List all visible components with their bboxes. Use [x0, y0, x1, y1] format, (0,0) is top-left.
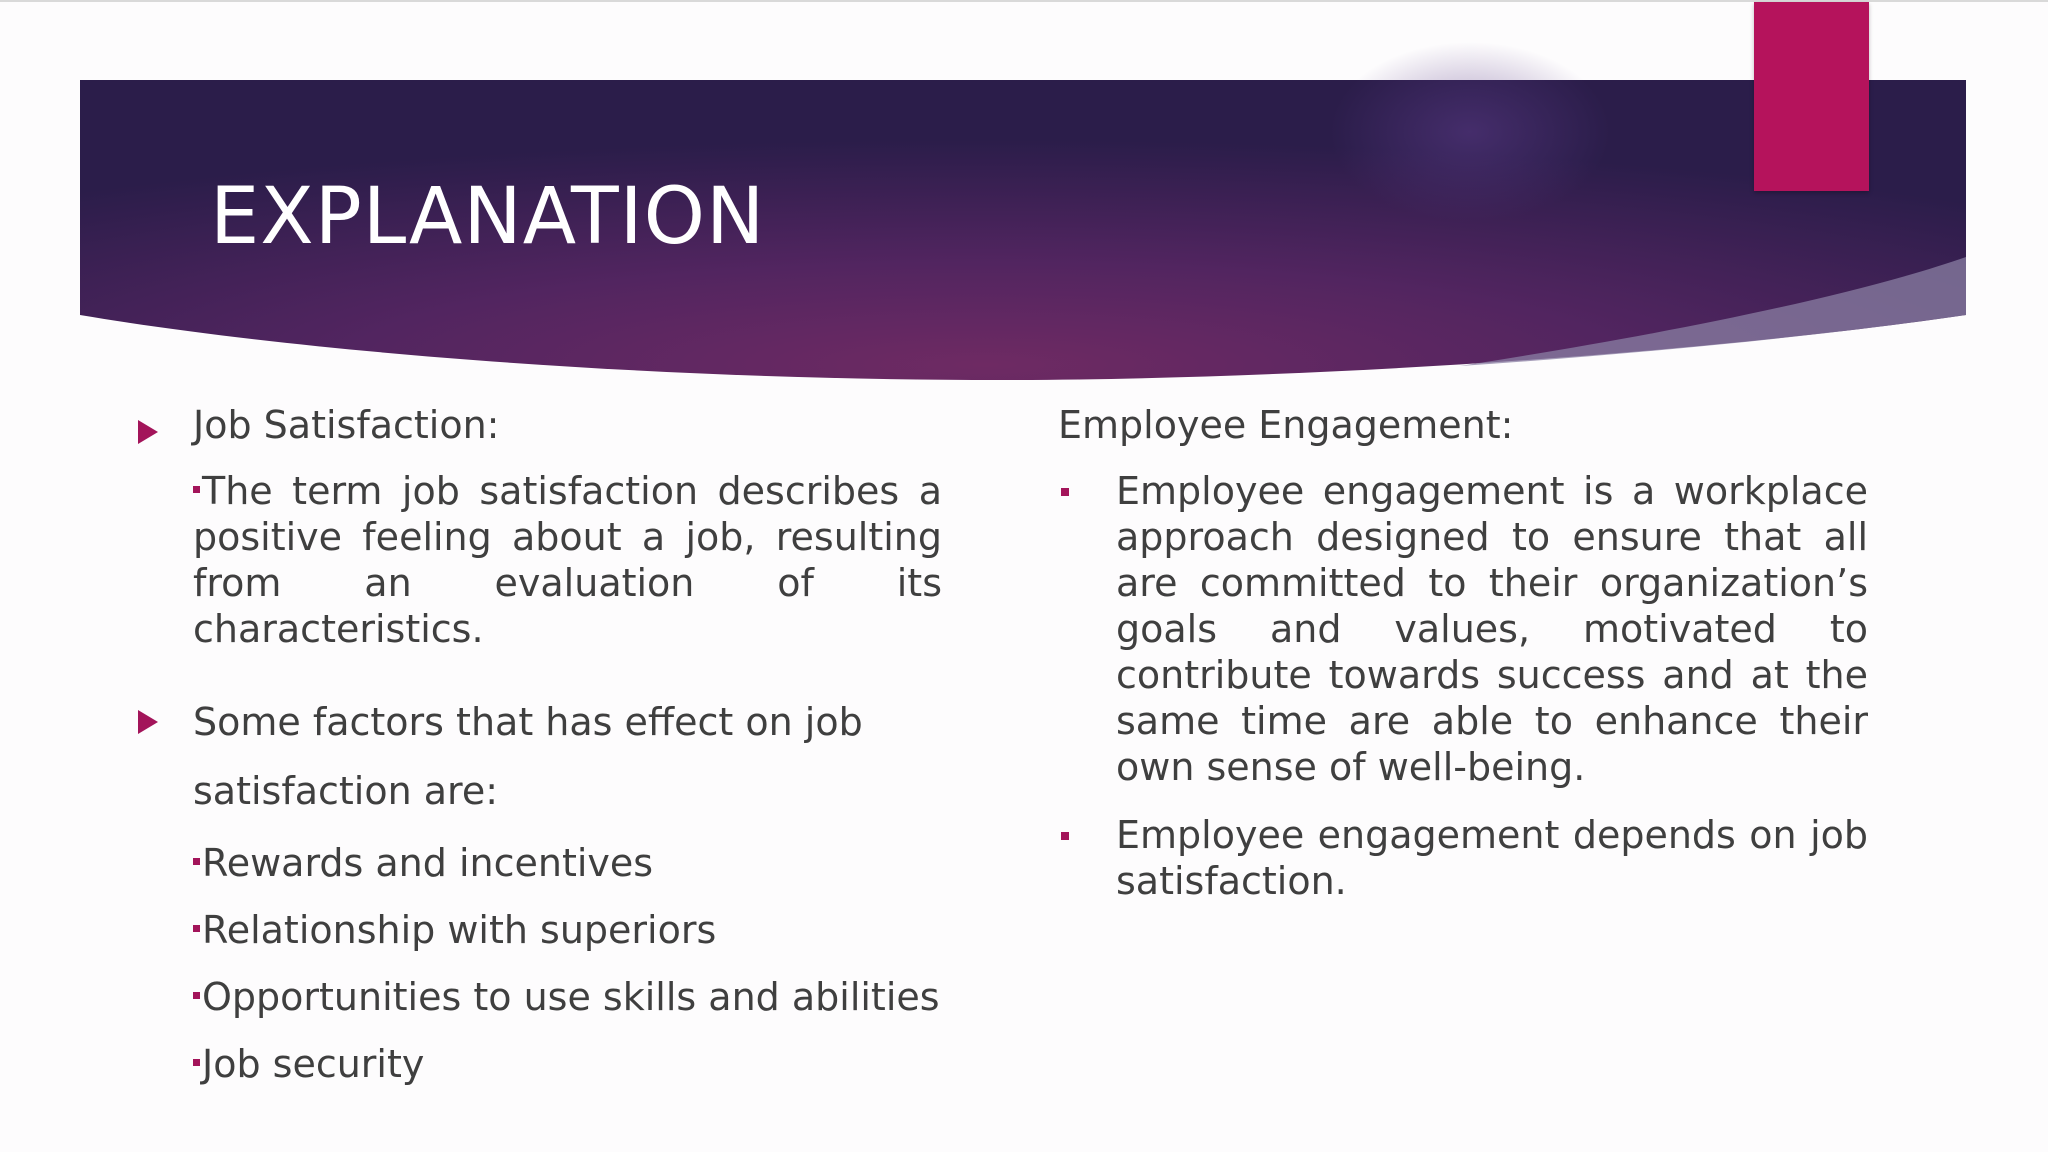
arrow-bullet-icon: [138, 420, 158, 444]
factor-list: [136, 830, 942, 1098]
definition-text: The term job satisfaction describes a positive feeling about a job, resulting from an evaluation of its characteristics.: [193, 469, 942, 651]
square-bullet-icon: [193, 925, 200, 932]
engagement-point-text: Employee engagement depends on job satisfaction.: [1116, 813, 1868, 903]
right-column: [1058, 402, 1868, 904]
engagement-point: [1058, 812, 1868, 904]
heading-employee-engagement: Employee Engagement:: [1058, 403, 1514, 447]
square-bullet-icon: [193, 992, 200, 999]
square-bullet-icon: [193, 858, 200, 865]
heading-factors-line2: satisfaction are:: [193, 769, 499, 813]
engagement-point-text: Employee engagement is a workplace approach designed to ensure that all are committed to their organization’s goals and values, motivated to contribute towards success and at the same time are able to enhance their own sense of well-being.: [1116, 469, 1868, 789]
left-column: [136, 402, 942, 1098]
definition-paragraph: [136, 468, 942, 652]
slide: [0, 2, 2048, 1152]
list-item: Rewards and incentives: [193, 830, 942, 897]
bullet-job-satisfaction: [136, 402, 942, 448]
engagement-point: [1058, 468, 1868, 790]
square-bullet-icon: [1061, 832, 1069, 840]
accent-tab: [1754, 2, 1869, 191]
square-bullet-icon: [193, 1059, 200, 1066]
slide-title: EXPLANATION: [210, 172, 766, 262]
arrow-bullet-icon: [138, 710, 158, 734]
heading-job-satisfaction: Job Satisfaction:: [193, 403, 500, 447]
list-item: Opportunities to use skills and abilities: [193, 964, 942, 1031]
bullet-factors: [136, 688, 942, 826]
list-item: Job security: [193, 1031, 942, 1098]
square-bullet-icon: [193, 486, 200, 493]
list-item: Relationship with superiors: [193, 897, 942, 964]
heading-factors-line1: Some factors that has effect on job: [193, 700, 863, 744]
square-bullet-icon: [1061, 488, 1069, 496]
